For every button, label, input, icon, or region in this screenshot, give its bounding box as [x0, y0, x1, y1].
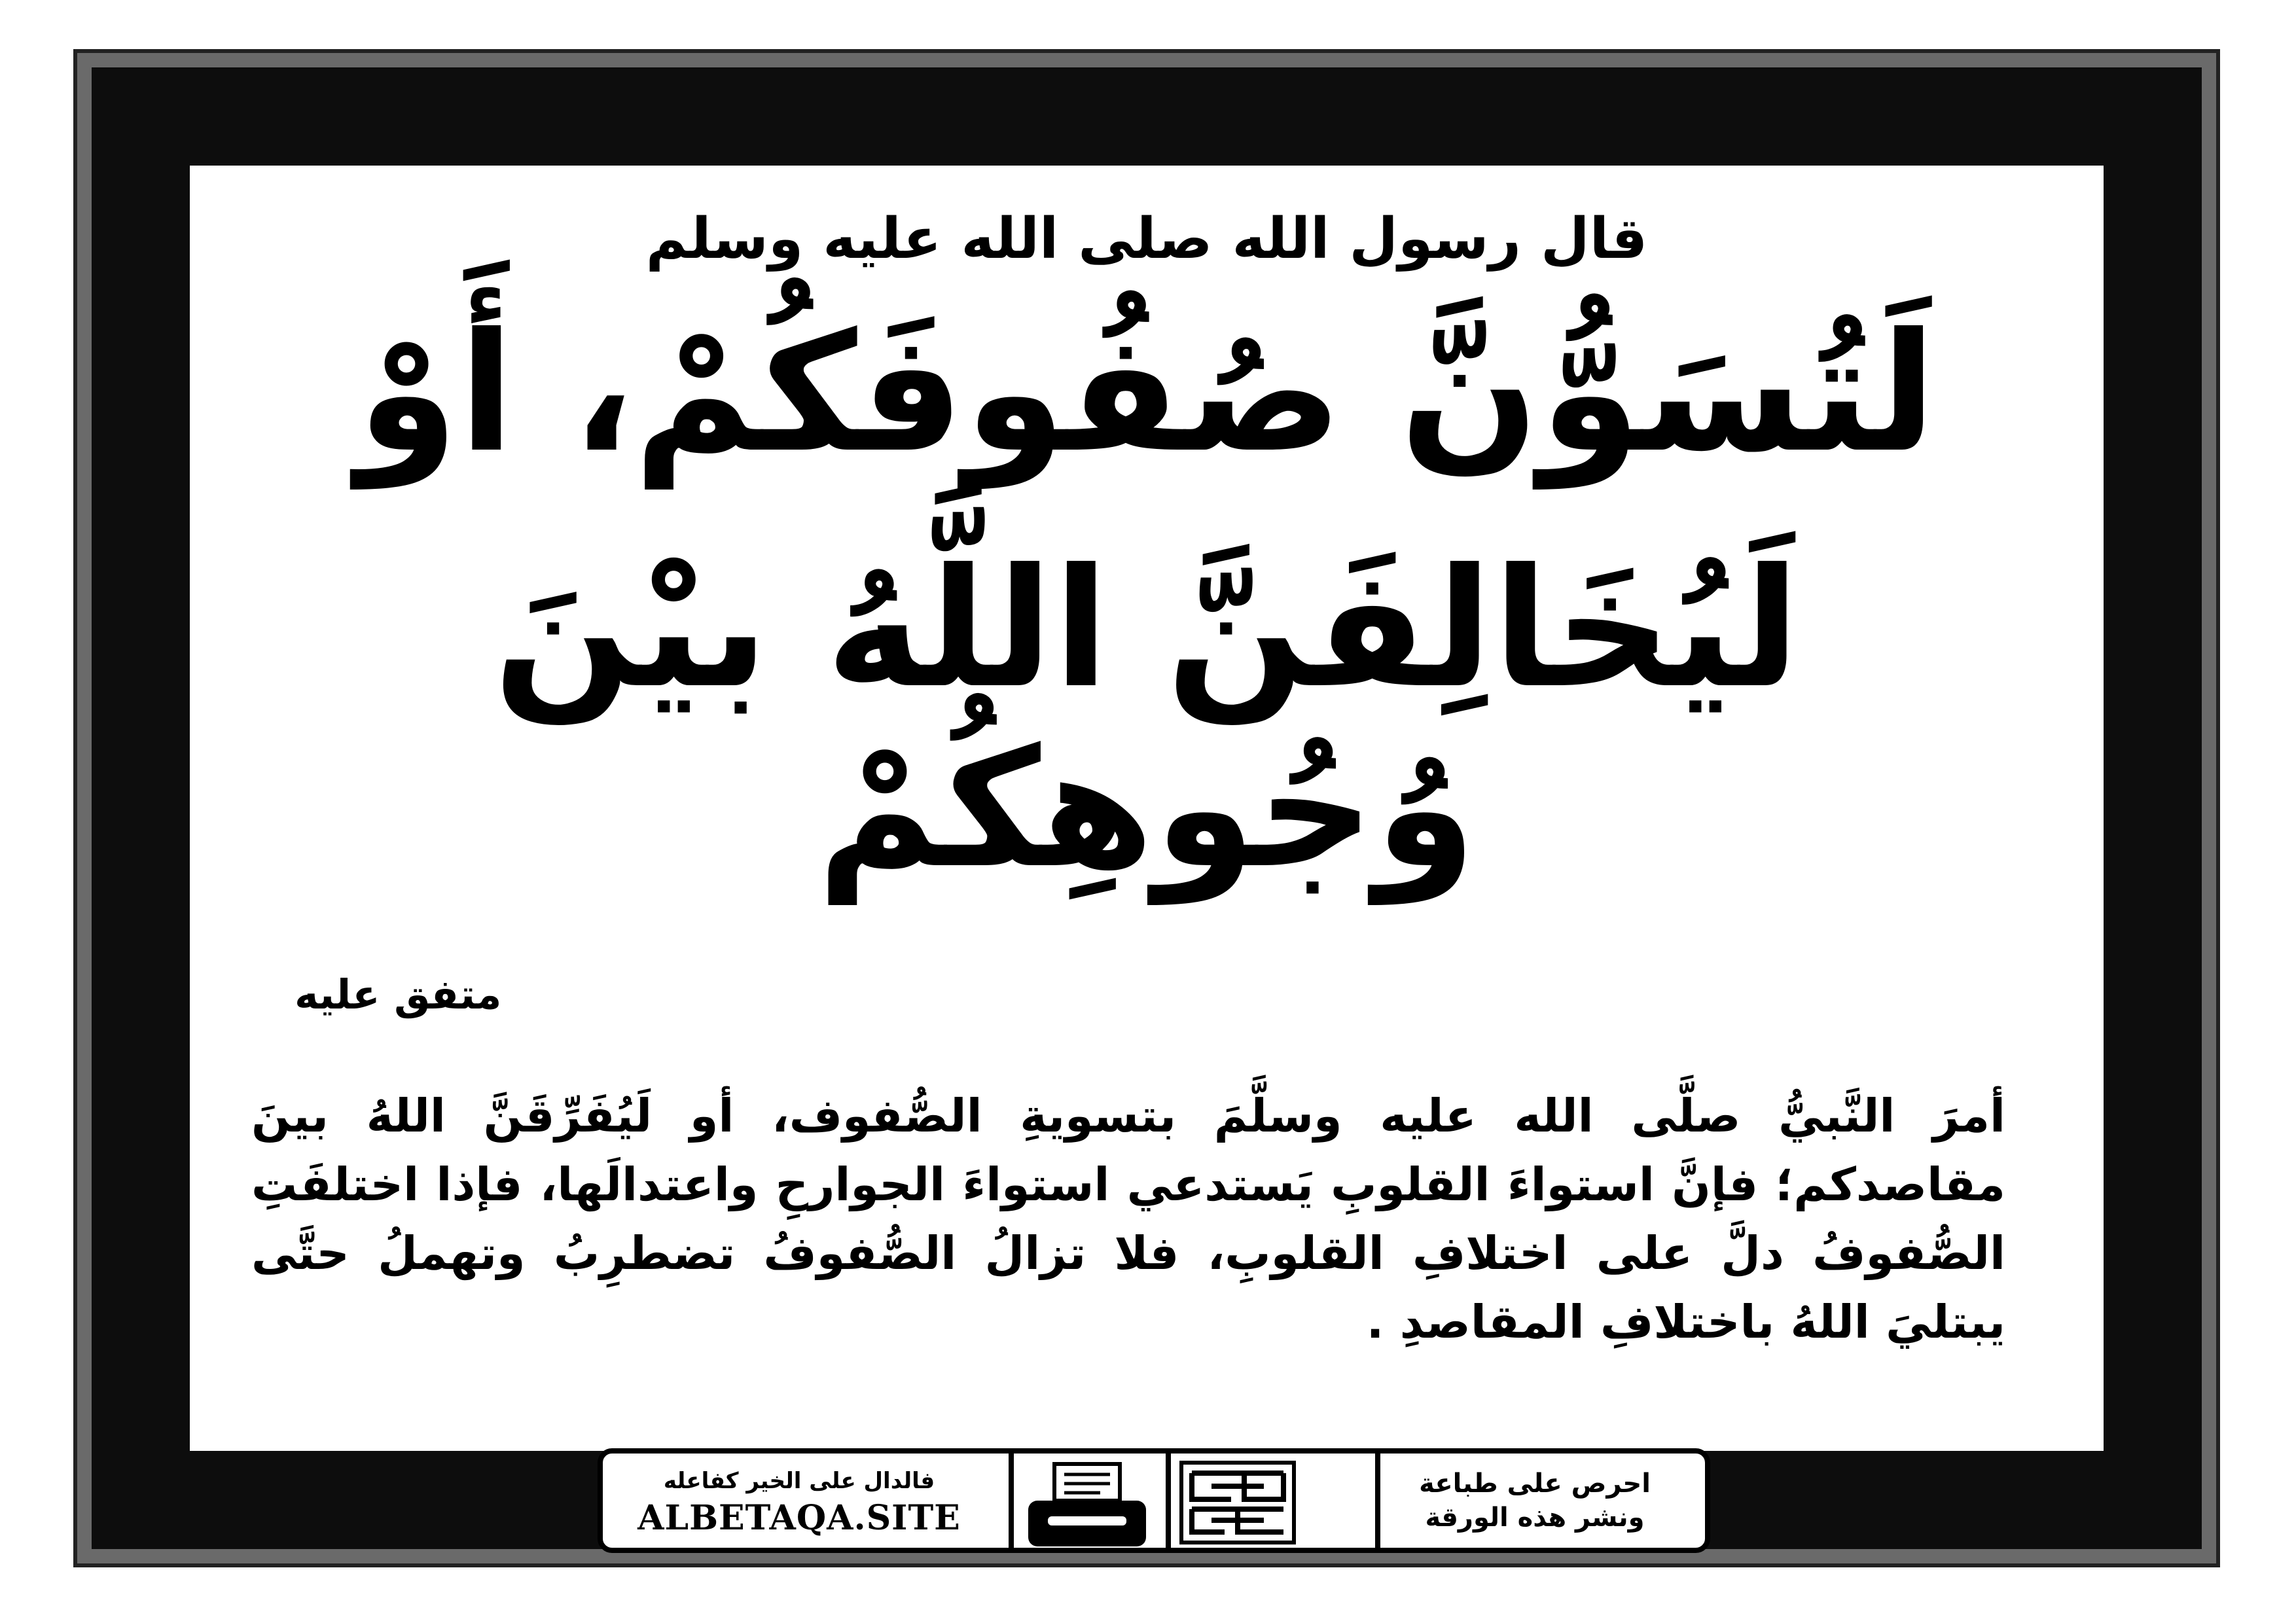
poster-header: قال رسول الله صلى الله عليه وسلم — [645, 206, 1648, 272]
footer-divider — [1375, 1454, 1380, 1548]
hadith-explanation: أمرَ النَّبيُّ صلَّى الله عليه وسلَّمَ بتسويةِ الصُّفوف، أو لَيُفَرِّقَنَّ اللهُ بينَ مقاصدكم؛ فإنَّ استواءَ القلوبِ يَستدعي استواءَ الجوارحِ واعتدالَها، فإذا اختلفَتِ الصُّفوفُ دلَّ على اختلافِ القلوبِ، فلا تزالُ الصُّفوفُ تضطرِبُ وتهملُ حتَّى يبتليَ اللهُ باختلافِ المقاصدِ . — [251, 1089, 2005, 1349]
footer-print-note — [1391, 1467, 1679, 1535]
footer-divider — [1009, 1454, 1014, 1548]
poster-content — [190, 166, 2104, 1451]
footer-print-line-1: احرص على طباعة — [1419, 1469, 1651, 1499]
footer-divider — [1166, 1454, 1171, 1548]
footer-site-block — [622, 1468, 976, 1538]
printer-icon — [1022, 1460, 1153, 1552]
kufic-logo-icon — [1179, 1460, 1297, 1545]
footer-banner — [598, 1448, 1710, 1553]
footer-print-line-2: ونشر هذه الورقة — [1425, 1503, 1645, 1533]
hadith-source: متفق عليه — [295, 971, 502, 1018]
hadith-line-2: لَيُخَالِفَنَّ اللَّهُ بيْنَ وُجُوهِكُمْ — [493, 533, 1801, 904]
hadith-line-1: لَتُسَوُّنَّ صُفُوفَكُمْ، أَوْ — [357, 298, 1937, 488]
footer-motto: فالدال على الخير كفاعله — [663, 1468, 935, 1494]
footer-site-url: ALBETAQA.SITE — [637, 1498, 961, 1538]
